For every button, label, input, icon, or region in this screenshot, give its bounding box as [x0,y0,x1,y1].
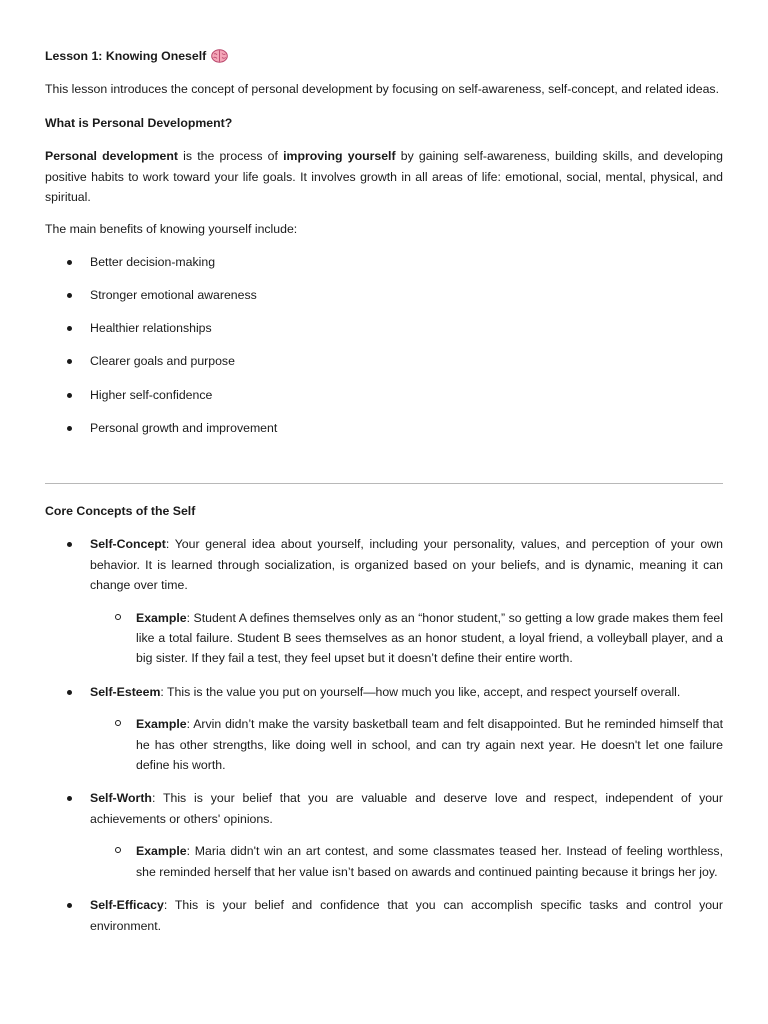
circle-bullet-icon [115,720,121,726]
concept-self-worth [45,788,723,829]
definition-emphasis: improving yourself [283,149,396,164]
core-concepts-heading: Core Concepts of the Self [45,504,196,518]
concept-self-efficacy [45,895,723,936]
concept-self-esteem [45,682,723,702]
benefit-text: Higher self-confidence [90,387,213,402]
section-divider [45,483,723,484]
bullet-icon [67,260,72,265]
concept-text: : This is your belief and confidence that you can accomplish specific tasks and control your environment. [90,898,723,933]
concept-self-concept [45,534,723,595]
list-item [45,318,723,338]
bullet-icon [67,293,72,298]
personal-development-heading: What is Personal Development? [45,115,233,130]
bullet-icon [67,393,72,398]
core-concepts-section [45,501,723,936]
definition-part-2: by gaining self-awareness, building skills, and developing positive habits to work toward your life goals. It involves growth in all areas of life: emotional, social, mental, physical, and spiritual. [45,149,723,205]
list-item [45,418,723,438]
example-text: : Maria didn't win an art contest, and some classmates teased her. Instead of feeling worthless, she reminded herself that her value isn’t based on awards and continued painting because it brings her joy. [136,844,723,879]
lesson-title-text: Lesson 1: Knowing Oneself [45,49,207,63]
benefit-text: Stronger emotional awareness [90,288,257,303]
brain-icon [211,49,228,63]
list-item [45,385,723,405]
lesson-content [45,46,723,451]
definition-term: Personal development [45,149,178,164]
benefits-intro: The main benefits of knowing yourself include: [45,222,298,237]
example-text: : Arvin didn’t make the varsity basketball team and felt disappointed. But he reminded himself that he has other strengths, like doing well in school, and can try again next year. He doesn't let one failure define his worth. [136,717,723,773]
benefit-text: Better decision-making [90,254,216,269]
benefit-text: Personal growth and improvement [90,420,278,435]
lesson-intro: This lesson introduces the concept of personal development by focusing on self-awareness, self-concept, and related ideas. [45,82,719,97]
bullet-icon [67,426,72,431]
list-item [45,285,723,305]
circle-bullet-icon [115,614,121,620]
concept-text: : This is your belief that you are valuable and deserve love and respect, independent of your achievements or others' opinions. [90,791,723,826]
bullet-icon [67,359,72,364]
example-self-concept [45,608,723,669]
bullet-icon [67,326,72,331]
circle-bullet-icon [115,847,121,853]
concept-text: : This is the value you put on yourself—how much you like, accept, and respect yourself overall. [160,684,681,699]
benefit-text: Healthier relationships [90,321,212,336]
definition-part-1: is the process of [177,149,284,164]
bullet-icon [67,903,72,908]
example-self-esteem [45,714,723,775]
example-text: : Student A defines themselves only as an “honor student,” so getting a low grade makes them feel like a total failure. Student B sees themselves as an honor student, a loyal friend, a volleyball player, and a big sister. If they fail a test, they feel upset but it doesn’t define their entire worth. [136,610,723,666]
concept-text: : Your general idea about yourself, including your personality, values, and perception of your own behavior. It is learned through socialization, is organized based on your beliefs, and is dynamic, meaning it can change over time. [90,537,723,593]
concept-term: Self-Concept [90,537,166,552]
concept-term: Self-Esteem [90,684,161,699]
bullet-icon [67,542,72,547]
bullet-icon [67,690,72,695]
lesson-title [45,46,723,66]
example-label: Example [136,717,187,732]
bullet-icon [67,796,72,801]
list-item [45,252,723,272]
list-item [45,351,723,371]
example-label: Example [136,844,187,859]
benefit-text: Clearer goals and purpose [90,354,235,369]
personal-development-definition [45,146,723,207]
concept-term: Self-Efficacy [90,898,164,913]
concept-term: Self-Worth [90,791,152,806]
benefits-list [45,252,723,438]
example-self-worth [45,841,723,882]
example-label: Example [136,610,187,625]
